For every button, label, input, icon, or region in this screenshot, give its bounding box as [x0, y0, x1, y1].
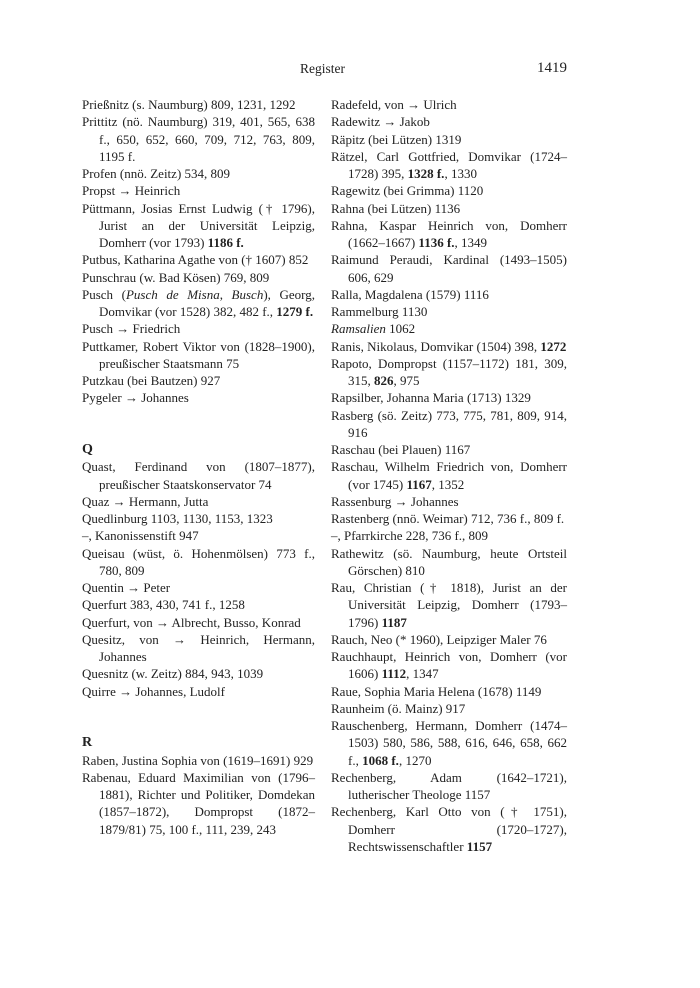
index-entry: Ranis, Nikolaus, Domvikar (1504) 398, 1272: [331, 338, 567, 354]
page-number: 1419: [537, 60, 567, 76]
index-entry: Prittitz (nö. Naumburg) 319, 401, 565, 638 f., 650, 652, 660, 709, 712, 763, 809, 1195 f.: [82, 114, 315, 164]
index-entry: Radefeld, von → Ulrich: [331, 97, 457, 112]
index-entry: Raimund Peraudi, Kardinal (1493–1505) 606, 629: [331, 252, 567, 285]
index-entry: Rauch, Neo (* 1960), Leipziger Maler 76: [331, 631, 547, 647]
index-entry: Rechenberg, Adam (1642–1721), lutherischer Theologe 1157: [331, 769, 567, 802]
index-entry: Ralla, Magdalena (1579) 1116: [331, 286, 489, 302]
index-entry: Puttkamer, Robert Viktor von (1828–1900), preußischer Staatsmann 75: [82, 338, 315, 371]
index-entry: –, Pfarrkirche 228, 736 f., 809: [331, 528, 489, 544]
index-entry: Quedlinburg 1103, 1130, 1153, 1323: [82, 511, 273, 526]
index-entry: Raue, Sophia Maria Helena (1678) 1149: [331, 683, 542, 699]
section-spacer: [82, 700, 315, 735]
index-entry: Rätzel, Carl Gottfried, Domvikar (1724–1728) 395, 1328 f., 1330: [331, 148, 567, 181]
index-entry: Raschau, Wilhelm Friedrich von, Domherr (vor 1745) 1167, 1352: [331, 459, 567, 492]
index-entry: Putbus, Katharina Agathe von († 1607) 852: [82, 252, 309, 268]
index-entry: Queisau (wüst, ö. Hohenmölsen) 773 f., 780, 809: [82, 545, 315, 578]
index-entry: Quesitz, von → Heinrich, Hermann, Johannes: [82, 631, 315, 664]
index-entry: Rastenberg (nnö. Weimar) 712, 736 f., 809 f.: [331, 511, 565, 526]
index-entry: Rau, Christian († 1818), Jurist an der Universität Leipzig, Domherr (1793–1796) 1187: [331, 580, 567, 630]
index-entry: Rathewitz (sö. Naumburg, heute Ortsteil Görschen) 810: [331, 545, 567, 578]
index-entry: Rapoto, Dompropst (1157–1172) 181, 309, 315, 826, 975: [331, 355, 567, 388]
index-entry: Punschrau (w. Bad Kösen) 769, 809: [82, 269, 270, 285]
index-entry: Ramsalien 1062: [331, 321, 416, 337]
index-entry: Rammelburg 1130: [331, 304, 428, 319]
index-entry: Pygeler → Johannes: [82, 390, 189, 406]
index-entry: Rasberg (sö. Zeitz) 773, 775, 781, 809, 914, 916: [331, 407, 567, 440]
index-entry: Raschau (bei Plauen) 1167: [331, 442, 471, 457]
right-column: [331, 96, 567, 855]
running-head: Register: [300, 61, 345, 76]
index-entry: Raben, Justina Sophia von (1619–1691) 929: [82, 752, 314, 768]
index-entry: Rechenberg, Karl Otto von († 1751), Domherr (1720–1727), Rechtswissenschaftler 1157: [331, 804, 567, 854]
index-entry: Raunheim (ö. Mainz) 917: [331, 700, 466, 716]
index-entry: Propst → Heinrich: [82, 183, 181, 199]
index-entry: Quaz → Hermann, Jutta: [82, 493, 209, 509]
index-entry: Rapsilber, Johanna Maria (1713) 1329: [331, 390, 531, 406]
index-entry: Quast, Ferdinand von (1807–1877), preußischer Staatskonservator 74: [82, 459, 315, 492]
index-entry: Püttmann, Josias Ernst Ludwig († 1796), Jurist an der Universität Leipzig, Domherr (vor 1793) 1186 f.: [82, 200, 315, 250]
section-spacer: [82, 407, 315, 442]
index-entry: Querfurt, von → Albrecht, Busso, Konrad: [82, 614, 301, 630]
index-entry: Rabenau, Eduard Maximilian von (1796–1881), Richter und Politiker, Domdekan (1857–1872), Dompropst (1872–1879/81) 75, 100 f., 111, 239, 243: [82, 769, 315, 837]
index-entry: Prießnitz (s. Naumburg) 809, 1231, 1292: [82, 97, 296, 112]
index-entry: Rauschenberg, Hermann, Domherr (1474–1503) 580, 586, 588, 616, 646, 658, 662 f., 1068 f., 1270: [331, 718, 567, 768]
section-letter: R: [82, 735, 93, 751]
index-entry: Querfurt 383, 430, 741 f., 1258: [82, 597, 245, 613]
index-entry: Rauchhaupt, Heinrich von, Domherr (vor 1606) 1112, 1347: [331, 649, 567, 682]
index-entry: –, Kanonissenstift 947: [82, 528, 199, 544]
left-column: [82, 96, 315, 838]
index-entry: Ragewitz (bei Grimma) 1120: [331, 183, 484, 199]
index-entry: Quentin → Peter: [82, 580, 171, 595]
index-entry: Profen (nnö. Zeitz) 534, 809: [82, 166, 231, 181]
section-letter: Q: [82, 442, 93, 457]
index-entry: Rahna (bei Lützen) 1136: [331, 200, 461, 216]
index-entry: Quesnitz (w. Zeitz) 884, 943, 1039: [82, 666, 264, 682]
index-entry: Pusch (Pusch de Misna, Busch), Georg, Domvikar (vor 1528) 382, 482 f., 1279 f.: [82, 286, 315, 319]
index-entry: Quirre → Johannes, Ludolf: [82, 683, 225, 699]
page-header: [0, 61, 700, 81]
index-entry: Pusch → Friedrich: [82, 321, 181, 337]
index-entry: Räpitz (bei Lützen) 1319: [331, 131, 462, 147]
index-entry: Radewitz → Jakob: [331, 114, 430, 130]
index-entry: Putzkau (bei Bautzen) 927: [82, 373, 221, 388]
index-entry: Rassenburg → Johannes: [331, 493, 459, 509]
index-entry: Rahna, Kaspar Heinrich von, Domherr (1662–1667) 1136 f., 1349: [331, 217, 567, 250]
